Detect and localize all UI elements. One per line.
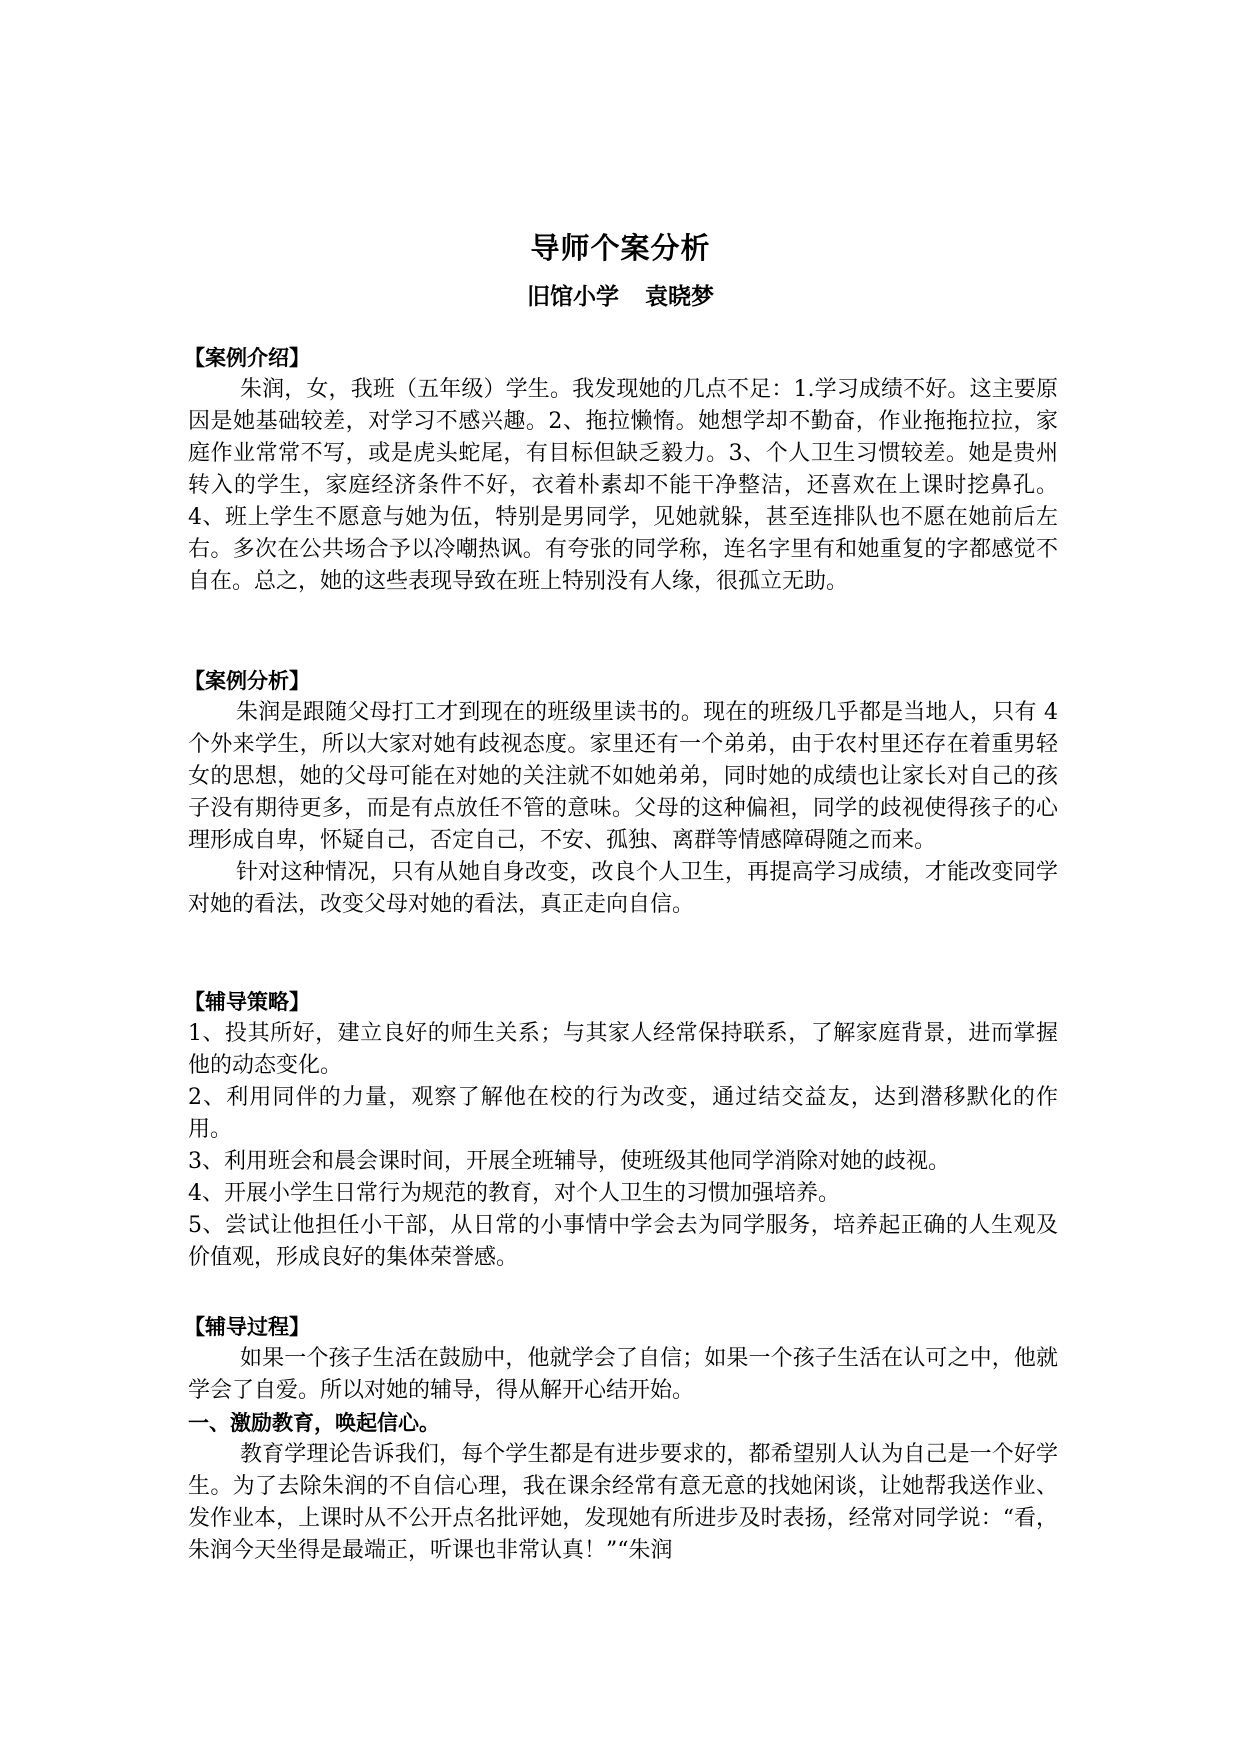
author-line <box>0 281 1241 313</box>
strategy-item: 2、利用同伴的力量，观察了解他在校的行为改变，通过结交益友，达到潜移默化的作用。 <box>188 1085 1058 1142</box>
section-heading: 【案例介绍】 <box>184 346 310 370</box>
section-counseling-process <box>184 1311 1058 1567</box>
strategy-item: 3、利用班会和晨会课时间，开展全班辅导，使班级其他同学消除对她的歧视。 <box>188 1149 950 1174</box>
document-title: 导师个案分析 <box>530 231 711 265</box>
section-counseling-strategy <box>184 986 1058 1274</box>
strategy-item: 4、开展小学生日常行为规范的教育，对个人卫生的习惯加强培养。 <box>188 1181 840 1206</box>
paragraph: 朱润是跟随父母打工才到现在的班级里读书的。现在的班级几乎都是当地人，只有 4 个外来学生，所以大家对她有歧视态度。家里还有一个弟弟，由于农村里还存在着重男轻女的思想，她的父母可能在对她的关注就不如她弟弟，同时她的成绩也让家长对自己的孩子没有期待更多，而是有点放任不管的意味。父母的这种偏袒，同学的歧视使得孩子的心理形成自卑，怀疑自己，否定自己，不安、孤独、离群等情感障碍随之而来。 <box>188 700 1058 853</box>
section-heading: 【辅导策略】 <box>184 990 310 1014</box>
paragraph: 朱润，女，我班（五年级）学生。我发现她的几点不足：1.学习成绩不好。这主要原因是她基础较差，对学习不感兴趣。2、拖拉懒惰。她想学却不勤奋，作业拖拖拉拉，家庭作业常常不写，或是虎头蛇尾，有目标但缺乏毅力。3、个人卫生习惯较差。她是贵州转入的学生，家庭经济条件不好，衣着朴素却不能干净整洁，还喜欢在上课时挖鼻孔。4、班上学生不愿意与她为伍，特别是男同学，见她就躲，甚至连排队也不愿在她前后左右。多次在公共场合予以冷嘲热讽。有夸张的同学称，连名字里有和她重复的字都感觉不自在。总之，她的这些表现导致在班上特别没有人缘，很孤立无助。 <box>188 377 1058 594</box>
section-case-intro <box>184 342 1058 598</box>
section-heading: 【案例分析】 <box>184 669 310 693</box>
school-name: 旧馆小学 <box>527 283 619 310</box>
strategy-item: 5、尝试让他担任小干部，从日常的小事情中学会去为同学服务，培养起正确的人生观及价值观，形成良好的集体荣誉感。 <box>188 1213 1058 1270</box>
paragraph: 针对这种情况，只有从她自身改变，改良个人卫生，再提高学习成绩，才能改变同学对她的看法，改变父母对她的看法，真正走向自信。 <box>188 860 1058 917</box>
paragraph: 教育学理论告诉我们，每个学生都是有进步要求的，都希望别人认为自己是一个好学生。为了去除朱润的不自信心理，我在课余经常有意无意的找她闲谈，让她帮我送作业、发作业本，上课时从不公开点名批评她，发现她有所进步及时表扬，经常对同学说：“看，朱润今天坐得是最端正，听课也非常认真！”“朱润 <box>188 1442 1058 1563</box>
section-heading: 【辅导过程】 <box>184 1315 310 1339</box>
section-case-analysis <box>184 665 1058 921</box>
author-name: 袁晓梦 <box>645 283 714 310</box>
subheading: 一、激励教育，唤起信心。 <box>188 1411 440 1435</box>
strategy-item: 1、投其所好，建立良好的师生关系；与其家人经常保持联系，了解家庭背景，进而掌握他的动态变化。 <box>188 1021 1058 1078</box>
paragraph: 如果一个孩子生活在鼓励中，他就学会了自信；如果一个孩子生活在认可之中，他就学会了自爱。所以对她的辅导，得从解开心结开始。 <box>188 1346 1058 1403</box>
